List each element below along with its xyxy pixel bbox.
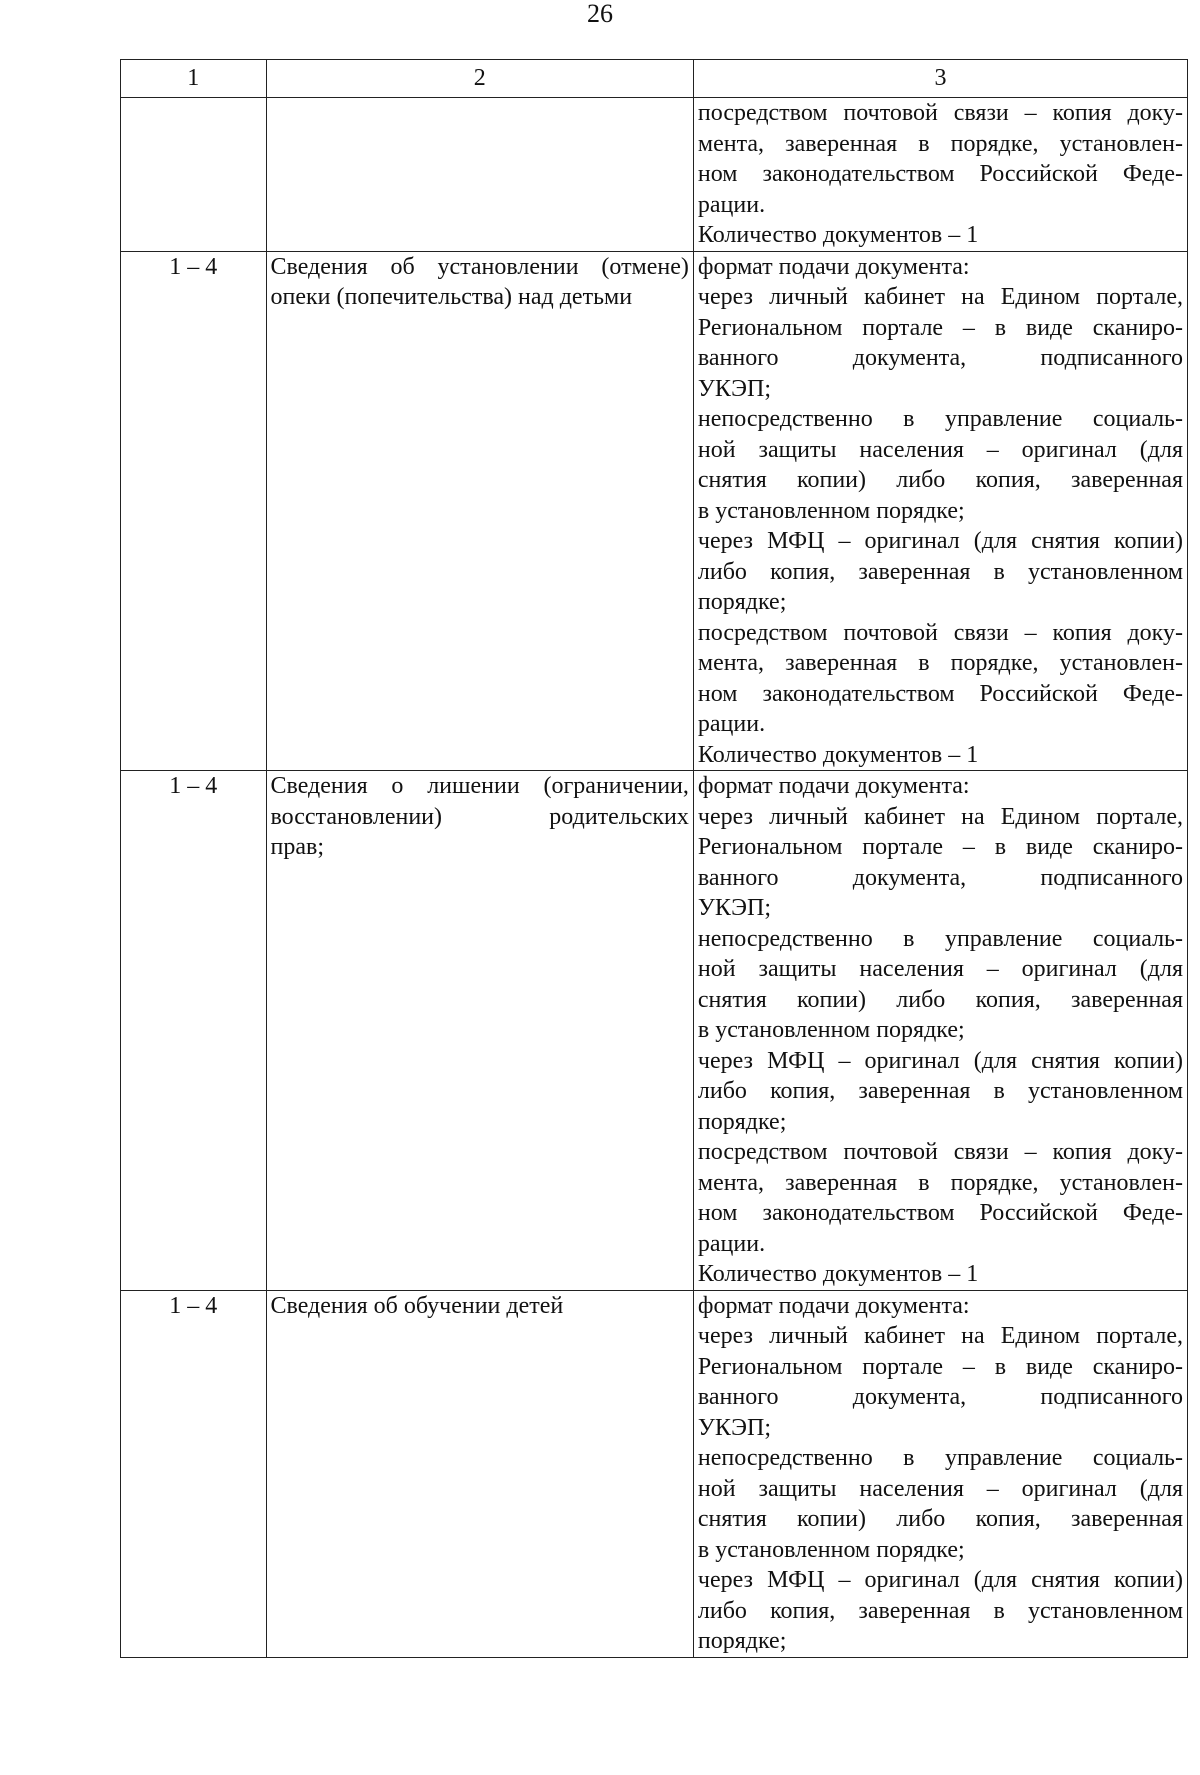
row-number-cell: 1 – 4 xyxy=(121,251,267,771)
document-name-cell xyxy=(266,98,693,252)
submission-format-line: снятия копии) либо копия, заверенная xyxy=(697,1506,1183,1532)
document-name-line: Сведения об установлении (отмене) xyxy=(270,253,689,280)
submission-format-line: через МФЦ – оригинал (для снятия копии) xyxy=(697,528,1183,554)
submission-format-cell xyxy=(693,1290,1187,1657)
submission-format-line: Региональном портале – в виде сканиро- xyxy=(697,314,1183,341)
submission-format-line: мента, заверенная в порядке, установлен- xyxy=(697,650,1183,676)
submission-format-line: формат подачи документа: xyxy=(697,1292,970,1319)
submission-format-cell xyxy=(693,771,1187,1291)
table-row xyxy=(121,98,1188,252)
row-number-cell: 1 – 4 xyxy=(121,1290,267,1657)
page-number: 26 xyxy=(587,0,613,28)
submission-format-line: через личный кабинет на Едином портале, xyxy=(697,284,1183,310)
submission-format-line: рации. xyxy=(697,711,766,737)
submission-format-line: ной защиты населения – оригинал (для xyxy=(697,1475,1183,1502)
submission-format-line: ванного документа, подписанного xyxy=(697,345,1183,371)
submission-format-line: непосредственно в управление социаль- xyxy=(697,925,1183,952)
row-number-cell xyxy=(121,98,267,252)
submission-format-line: ванного документа, подписанного xyxy=(697,864,1183,891)
column-header-3: 3 xyxy=(693,60,1187,98)
submission-format-line: либо копия, заверенная в установленном xyxy=(697,1597,1183,1624)
submission-format-line: ванного документа, подписанного xyxy=(697,1384,1183,1410)
document-name-cell xyxy=(266,771,693,1291)
document-name-cell xyxy=(266,251,693,771)
document-table xyxy=(120,59,1188,1658)
document-name-line: прав; xyxy=(270,834,324,860)
submission-format-cell xyxy=(693,251,1187,771)
table-header-row xyxy=(121,60,1188,98)
submission-format-line: рации. xyxy=(697,191,766,218)
submission-format-line: порядке; xyxy=(697,589,787,615)
submission-format-line: порядке; xyxy=(697,1628,787,1654)
table-row xyxy=(121,771,1188,1291)
submission-format-line: посредством почтовой связи – копия доку- xyxy=(697,619,1183,646)
submission-format-line: ном законодательством Российской Феде- xyxy=(697,680,1183,707)
submission-format-line: мента, заверенная в порядке, установлен- xyxy=(697,130,1183,157)
submission-format-line: ном законодательством Российской Феде- xyxy=(697,161,1183,187)
submission-format-line: в установленном порядке; xyxy=(697,1536,965,1563)
document-name-line: Сведения о лишении (ограничении, xyxy=(270,773,689,799)
table-row xyxy=(121,1290,1188,1657)
document-name-line: восстановлении) родительских xyxy=(270,803,689,830)
submission-format-line: Региональном портале – в виде сканиро- xyxy=(697,834,1183,860)
submission-format-line: либо копия, заверенная в установленном xyxy=(697,1078,1183,1104)
submission-format-line: через МФЦ – оригинал (для снятия копии) xyxy=(697,1047,1183,1074)
submission-format-cell xyxy=(693,98,1187,252)
submission-format-line: Количество документов – 1 xyxy=(697,222,979,248)
submission-format-line: через личный кабинет на Едином портале, xyxy=(697,1323,1183,1349)
submission-format-line: ном законодательством Российской Феде- xyxy=(697,1200,1183,1226)
document-name-line: опеки (попечительства) над детьми xyxy=(270,284,633,310)
submission-format-line: посредством почтовой связи – копия доку- xyxy=(697,100,1183,126)
table-body xyxy=(121,98,1188,1658)
submission-format-line: снятия копии) либо копия, заверенная xyxy=(697,986,1183,1013)
submission-format-line: в установленном порядке; xyxy=(697,497,965,524)
submission-format-line: формат подачи документа: xyxy=(697,773,970,799)
submission-format-line: ной защиты населения – оригинал (для xyxy=(697,436,1183,463)
submission-format-line: Количество документов – 1 xyxy=(697,1261,979,1287)
column-header-1: 1 xyxy=(121,60,267,98)
submission-format-line: непосредственно в управление социаль- xyxy=(697,1445,1183,1471)
submission-format-line: формат подачи документа: xyxy=(697,253,970,280)
submission-format-line: через МФЦ – оригинал (для снятия копии) xyxy=(697,1567,1183,1593)
submission-format-line: УКЭП; xyxy=(697,895,772,921)
submission-format-line: через личный кабинет на Едином портале, xyxy=(697,803,1183,830)
submission-format-line: мента, заверенная в порядке, установлен- xyxy=(697,1169,1183,1196)
document-name-line: Сведения об обучении детей xyxy=(270,1292,564,1319)
submission-format-line: Количество документов – 1 xyxy=(697,741,979,768)
column-header-2: 2 xyxy=(266,60,693,98)
row-number-cell: 1 – 4 xyxy=(121,771,267,1291)
submission-format-line: посредством почтовой связи – копия доку- xyxy=(697,1139,1183,1165)
submission-format-line: ной защиты населения – оригинал (для xyxy=(697,956,1183,982)
submission-format-line: либо копия, заверенная в установленном xyxy=(697,558,1183,585)
submission-format-line: УКЭП; xyxy=(697,1414,772,1441)
document-name-cell xyxy=(266,1290,693,1657)
submission-format-line: рации. xyxy=(697,1230,766,1257)
submission-format-line: снятия копии) либо копия, заверенная xyxy=(697,467,1183,493)
table-row xyxy=(121,251,1188,771)
submission-format-line: Региональном портале – в виде сканиро- xyxy=(697,1353,1183,1380)
submission-format-line: порядке; xyxy=(697,1108,787,1135)
submission-format-line: УКЭП; xyxy=(697,375,772,402)
submission-format-line: в установленном порядке; xyxy=(697,1017,965,1043)
submission-format-line: непосредственно в управление социаль- xyxy=(697,406,1183,432)
